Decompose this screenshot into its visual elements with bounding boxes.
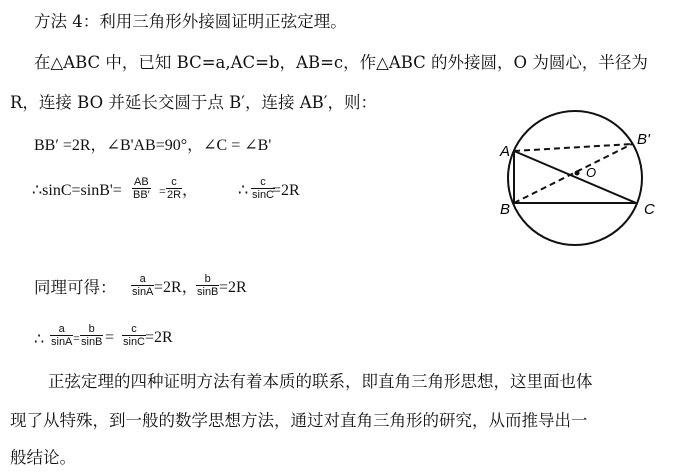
center-point	[575, 171, 580, 176]
fraction-c-sinc: $\frac{c}{\sin C}$	[252, 176, 275, 201]
eq2-comma: ，	[182, 182, 199, 199]
label-a: A	[500, 143, 511, 160]
paragraph-line: R，连接 BO 并延长交圆于点 B′，连接 AB′，则：	[10, 93, 378, 112]
label-b: B	[500, 201, 511, 218]
fraction-c-2r: $\frac{c}{2R}$	[167, 176, 182, 201]
eq2-suffix: =2R	[272, 182, 300, 199]
fraction-ab-bb: $\frac{AB}{BB'}$	[133, 176, 150, 201]
eq4-equals-a: =	[73, 331, 80, 345]
fraction-c-sinc: $\frac{c}{\sin C}$	[123, 323, 146, 348]
eq3-mid: =2R，	[154, 279, 198, 296]
equation-1: BB′ =2R，∠B'AB=90°，∠C = ∠B'	[34, 137, 272, 154]
fraction-a-sina: $\frac{a}{\sin A}$	[132, 273, 154, 298]
conclusion-line: 现了从特殊，到一般的数学思想方法，通过对直角三角形的研究，从而推导出一	[10, 411, 588, 430]
segment-ac	[514, 151, 636, 203]
fraction-b-sinb: $\frac{b}{\sin B}$	[81, 323, 103, 348]
fraction-a-sina: $\frac{a}{\sin A}$	[51, 323, 73, 348]
fraction-b-sinb: $\frac{b}{\sin B}$	[197, 273, 219, 298]
eq3-prefix: 同理可得：	[34, 278, 117, 297]
eq4-suffix: =2R	[145, 329, 173, 346]
label-c: C	[644, 201, 655, 218]
conclusion-line: 般结论。	[10, 448, 76, 467]
label-b-prime: B'	[637, 131, 650, 148]
eq3-suffix: =2R	[219, 279, 247, 296]
eq2-prefix: ∴sinC=sinB'=	[32, 182, 122, 199]
conclusion-line: 正弦定理的四种证明方法有着本质的联系，即直角三角形思想，这里面也体	[48, 372, 593, 391]
eq2-therefore: ∴	[238, 182, 249, 199]
label-o: O	[586, 165, 597, 180]
paragraph-line: 在△ABC 中，已知 BC=a,AC=b，AB=c，作△ABC 的外接圆，O 为圆心，半径为	[34, 53, 648, 72]
method-heading: 方法 4：利用三角形外接圆证明正弦定理。	[34, 12, 347, 31]
segment-ab-prime	[514, 144, 632, 151]
eq4-equals-b: =	[105, 329, 115, 346]
eq4-therefore: ∴	[34, 331, 45, 348]
eq2-equals: =	[159, 184, 166, 198]
